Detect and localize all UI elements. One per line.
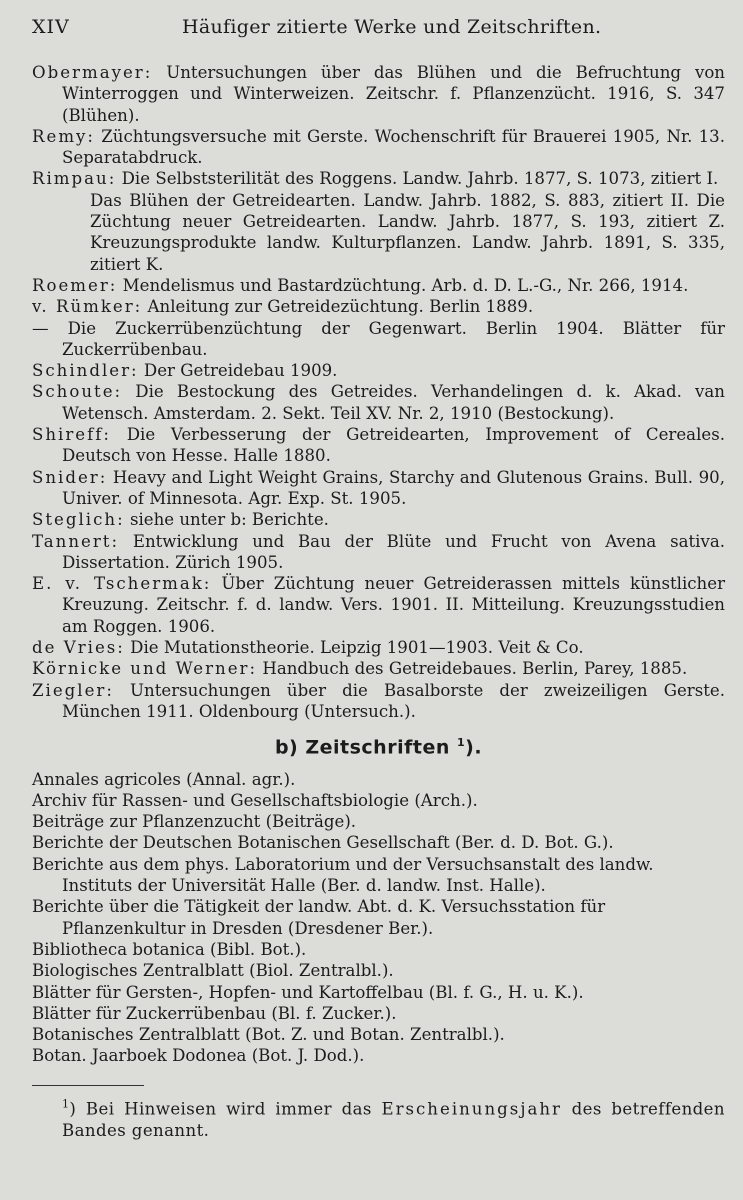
- entry-author: E. v. Tschermak:: [32, 574, 212, 594]
- footnote-mark: 1: [62, 1097, 70, 1111]
- entry-author: Körnicke und Werner:: [32, 659, 258, 679]
- entry-text: siehe unter b: Berichte.: [124, 510, 329, 530]
- journal-entry: Bibliotheca botanica (Bibl. Bot.).: [32, 939, 307, 959]
- entry-text: — Die Zuckerrübenzüchtung der Gegenwart. Berlin 1904. Blätter für Zuckerrübenbau.: [32, 318, 725, 359]
- footnote-reference: 1: [456, 736, 466, 750]
- bibliography-entry: [32, 658, 725, 679]
- entry-author: Rimpau:: [32, 169, 117, 189]
- bibliography-entry: [32, 531, 725, 574]
- entry-text: Heavy and Light Weight Grains, Starchy and Glutenous Grains. Bull. 90, Univer. of Minnesota. Agr. Exp. St. 1905.: [62, 467, 725, 508]
- bibliography-entry: [32, 360, 725, 381]
- bibliography-entry: [32, 509, 725, 530]
- section-title-close: ).: [465, 736, 483, 759]
- journals-list: [32, 769, 725, 1067]
- footnote: [32, 1094, 725, 1143]
- journal-entry: Berichte aus dem phys. Laboratorium und der Versuchsanstalt des landw. Instituts der Universität Halle (Ber. d. landw. Inst. Halle).: [32, 854, 654, 896]
- works-list: [32, 62, 725, 722]
- entry-text: Züchtungsversuche mit Gerste. Wochenschrift für Brauerei 1905, Nr. 13. Separatabdruck.: [62, 126, 725, 168]
- entry-text: Über Züchtung neuer Getreiderassen mittels künstlicher Kreuzung. Zeitschr. f. d. landw. Vers. 1901. II. Mitteilung. Kreuzungsstudien am Roggen. 1906.: [62, 574, 725, 636]
- running-title: Häufiger zitierte Werke und Zeitschriften.: [182, 16, 602, 38]
- entry-text: Die Bestockung des Getreides. Verhandelingen d. k. Akad. van Wetensch. Amsterdam. 2. Sekt. Teil XV. Nr. 2, 1910 (Bestockung).: [62, 382, 725, 423]
- entry-text: Untersuchungen über die Basalborste der zweizeiligen Gerste. München 1911. Oldenbourg (Untersuch.).: [62, 680, 725, 721]
- entry-text: Das Blühen der Getreidearten. Landw. Jahrb. 1882, S. 883, zitiert II. Die Züchtung neuer Getreidearten. Landw. Jahrb. 1877, S. 193, zitiert Z. Kreuzungsprodukte landw. Kulturpflanzen. Landw. Jahrb. 1891, S. 335, zitiert K.: [90, 190, 725, 274]
- bibliography-entry: [32, 680, 725, 723]
- entry-text: Mendelismus und Bastardzüchtung. Arb. d. D. L.-G., Nr. 266, 1914.: [117, 275, 689, 295]
- entry-author: Tannert:: [32, 531, 120, 551]
- bibliography-entry: [32, 168, 725, 189]
- entry-author: de Vries:: [32, 638, 125, 658]
- bibliography-entry: [32, 126, 725, 169]
- section-title: b) Zeitschriften: [274, 736, 450, 759]
- entry-author: v. Rümker:: [32, 297, 143, 317]
- bibliography-entry: [32, 62, 725, 126]
- entry-author: Remy:: [32, 126, 96, 146]
- entry-author: Schoute:: [32, 382, 123, 402]
- journal-entry: Botan. Jaarboek Dodonea (Bot. J. Dod.).: [32, 1046, 365, 1066]
- footnote-emphasis: Erscheinungsjahr: [381, 1099, 562, 1119]
- entry-text: Die Mutationstheorie. Leipzig 1901—1903. Veit & Co.: [124, 638, 584, 658]
- journal-entry: Blätter für Gersten-, Hopfen- und Kartoffelbau (Bl. f. G., H. u. K.).: [32, 982, 584, 1002]
- bibliography-entry: [32, 637, 725, 658]
- bibliography-entry: [32, 573, 725, 637]
- footnote-text-end: des betreffenden Bandes genannt.: [62, 1099, 725, 1141]
- section-heading: [32, 736, 725, 758]
- journal-entry: Archiv für Rassen- und Gesellschaftsbiologie (Arch.).: [32, 790, 478, 810]
- page-number: XIV: [32, 16, 70, 38]
- entry-text: Die Verbesserung der Getreidearten, Improvement of Cereales. Deutsch von Hesse. Halle 1880.: [62, 425, 725, 466]
- footnote-text: ) Bei Hinweisen wird immer das: [69, 1099, 382, 1119]
- journal-entry: Annales agricoles (Annal. agr.).: [32, 769, 296, 789]
- entry-author: Schindler:: [32, 361, 139, 381]
- bibliography-subentry: [32, 190, 725, 275]
- journal-entry: Berichte über die Tätigkeit der landw. Abt. d. K. Versuchsstation für Pflanzenkultur in Dresden (Dresdener Ber.).: [32, 897, 606, 938]
- bibliography-entry: [32, 424, 725, 467]
- journal-entry: Biologisches Zentralblatt (Biol. Zentralbl.).: [32, 961, 394, 981]
- entry-text: Der Getreidebau 1909.: [138, 361, 338, 381]
- page-header: [32, 16, 725, 60]
- entry-author: Snider:: [32, 467, 108, 487]
- bibliography-entry: [32, 275, 725, 296]
- bibliography-entry: [32, 318, 725, 361]
- bibliography-entry: [32, 296, 725, 317]
- entry-author: Roemer:: [32, 275, 118, 295]
- entry-text: Die Selbststerilität des Roggens. Landw. Jahrb. 1877, S. 1073, zitiert I.: [116, 169, 719, 189]
- journal-entry: Botanisches Zentralblatt (Bot. Z. und Botan. Zentralbl.).: [32, 1025, 505, 1045]
- journal-entry: Beiträge zur Pflanzenzucht (Beiträge).: [32, 812, 357, 832]
- entry-text: Entwicklung und Bau der Blüte und Frucht von Avena sativa. Dissertation. Zürich 1905.: [62, 531, 725, 572]
- footnote-divider: [32, 1085, 144, 1086]
- entry-author: Ziegler:: [32, 680, 114, 700]
- journal-entry: Berichte der Deutschen Botanischen Gesellschaft (Ber. d. D. Bot. G.).: [32, 833, 614, 853]
- bibliography-entry: [32, 381, 725, 424]
- entry-author: Steglich:: [32, 510, 125, 530]
- journal-entry: Blätter für Zuckerrübenbau (Bl. f. Zucker.).: [32, 1003, 397, 1023]
- entry-text: Untersuchungen über das Blühen und die Befruchtung von Winterroggen und Winterweizen. Zeitschr. f. Pflanzenzücht. 1916, S. 347 (Blühen).: [62, 63, 725, 125]
- entry-text: Handbuch des Getreidebaues. Berlin, Parey, 1885.: [257, 659, 688, 679]
- bibliography-entry: [32, 467, 725, 510]
- entry-author: Obermayer:: [32, 63, 153, 82]
- entry-author: Shireff:: [32, 425, 111, 445]
- entry-text: Anleitung zur Getreidezüchtung. Berlin 1889.: [142, 297, 534, 317]
